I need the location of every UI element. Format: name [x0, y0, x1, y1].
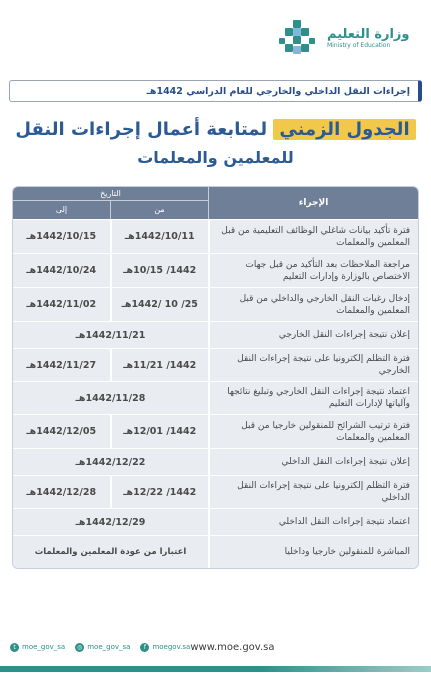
procedure-cell: مراجعة الملاحظات بعد التأكيد من قبل جهات الاختصاص بالوزارة وإدارات التعليم [208, 254, 418, 287]
facebook-icon: f [140, 643, 149, 652]
procedure-cell: فترة تأكيد بيانات شاغلي الوظائف التعليمية من قبل المعلمين والمعلمات [208, 220, 418, 253]
date-cells [13, 220, 208, 253]
schedule-table [12, 186, 419, 569]
procedure-cell: المباشرة للمنقولين خارجيا وداخليا [208, 536, 418, 568]
procedure-cell: اعتماد نتيجة إجراءات النقل الداخلي [208, 509, 418, 535]
procedure-cell: إدخال رغبات النقل الخارجي والداخلي من قبل المعلمين والمعلمات [208, 288, 418, 321]
document-title: إجراءات النقل الداخلي والخارجي للعام الدراسي 1442هـ [146, 85, 410, 97]
to-date-cell: 1442/11/02هـ [13, 288, 110, 321]
procedure-cell: إعلان نتيجة إجراءات النقل الداخلي [208, 449, 418, 475]
to-date-cell: 1442/10/24هـ [13, 254, 110, 287]
table-row [13, 253, 418, 287]
from-date-cell: 1442/ 12/01هـ [110, 415, 209, 448]
table-row [13, 321, 418, 348]
social-link[interactable] [10, 643, 65, 652]
from-date-cell: 1442/ 10/15هـ [110, 254, 209, 287]
to-date-cell: 1442/11/27هـ [13, 349, 110, 381]
table-body [13, 219, 418, 568]
footer-accent-bar [0, 666, 431, 672]
footer-website[interactable]: www.moe.gov.sa [190, 641, 275, 653]
header-date: التاريخ [13, 187, 208, 201]
date-cells [13, 509, 208, 535]
date-cell: 1442/11/28هـ [13, 382, 208, 414]
ministry-name [327, 27, 410, 49]
table-row [13, 381, 418, 414]
date-cells [13, 476, 208, 508]
ministry-name-ar: وزارة التعليم [327, 27, 410, 42]
table-row [13, 448, 418, 475]
date-cell: 1442/11/21هـ [13, 322, 208, 348]
header-procedure: الإجراء [208, 187, 418, 219]
main-heading [0, 118, 431, 170]
heading-line-2: للمعلمين والمعلمات [137, 148, 294, 167]
header-date-group [13, 187, 208, 219]
ministry-emblem-icon [275, 16, 319, 60]
date-cells [13, 536, 208, 568]
date-cell: اعتبارا من عودة المعلمين والمعلمات [13, 536, 208, 568]
date-cells [13, 349, 208, 381]
ministry-name-en: Ministry of Education [327, 42, 391, 49]
to-date-cell: 1442/12/05هـ [13, 415, 110, 448]
date-cells [13, 382, 208, 414]
social-handle: moe_gov_sa [22, 643, 66, 651]
social-handle: moe_gov_sa [87, 643, 131, 651]
heading-line-1 [0, 118, 431, 142]
procedure-cell: اعتماد نتيجة إجراءات النقل الخارجي وتبليغ نتائجها وآلياتها لإدارات التعليم [208, 382, 418, 414]
heading-rest: لمتابعة أعمال إجراءات النقل [15, 119, 268, 140]
table-row [13, 348, 418, 381]
procedure-cell: فترة التظلم إلكترونيا على نتيجة إجراءات النقل الخارجي [208, 349, 418, 381]
procedure-cell: فترة ترتيب الشرائح للمنقولين خارجيا من قبل المعلمين والمعلمات [208, 415, 418, 448]
twitter-icon: t [10, 643, 19, 652]
date-cells [13, 449, 208, 475]
social-links [10, 643, 190, 652]
from-date-cell: 25/ 10 /1442هـ [110, 288, 209, 321]
date-cells [13, 415, 208, 448]
header-date-sub [13, 201, 208, 219]
to-date-cell: 1442/10/15هـ [13, 220, 110, 253]
from-date-cell: 1442/ 11/21هـ [110, 349, 209, 381]
footer [0, 636, 431, 658]
header-from: من [110, 201, 208, 219]
table-row [13, 508, 418, 535]
table-row [13, 414, 418, 448]
date-cell: 1442/12/29هـ [13, 509, 208, 535]
date-cells [13, 254, 208, 287]
document-title-bar [9, 80, 422, 102]
date-cells [13, 322, 208, 348]
procedure-cell: فترة التظلم إلكترونيا على نتيجة إجراءات النقل الداخلي [208, 476, 418, 508]
instagram-icon: ◎ [77, 643, 83, 651]
date-cells [13, 288, 208, 321]
date-cell: 1442/12/22هـ [13, 449, 208, 475]
ministry-logo [275, 8, 415, 68]
from-date-cell: 1442/ 12/22هـ [110, 476, 209, 508]
table-header [13, 187, 418, 219]
table-row [13, 475, 418, 508]
table-row [13, 219, 418, 253]
table-row [13, 287, 418, 321]
heading-highlight: الجدول الزمني [273, 119, 415, 140]
social-link[interactable] [75, 643, 130, 652]
table-row [13, 535, 418, 568]
social-link[interactable] [140, 643, 190, 652]
header-to: إلى [55, 205, 68, 214]
from-date-cell: 1442/10/11هـ [110, 220, 209, 253]
procedure-cell: إعلان نتيجة إجراءات النقل الخارجي [208, 322, 418, 348]
to-date-cell: 1442/12/28هـ [13, 476, 110, 508]
social-handle: moegov.sa [152, 643, 191, 651]
